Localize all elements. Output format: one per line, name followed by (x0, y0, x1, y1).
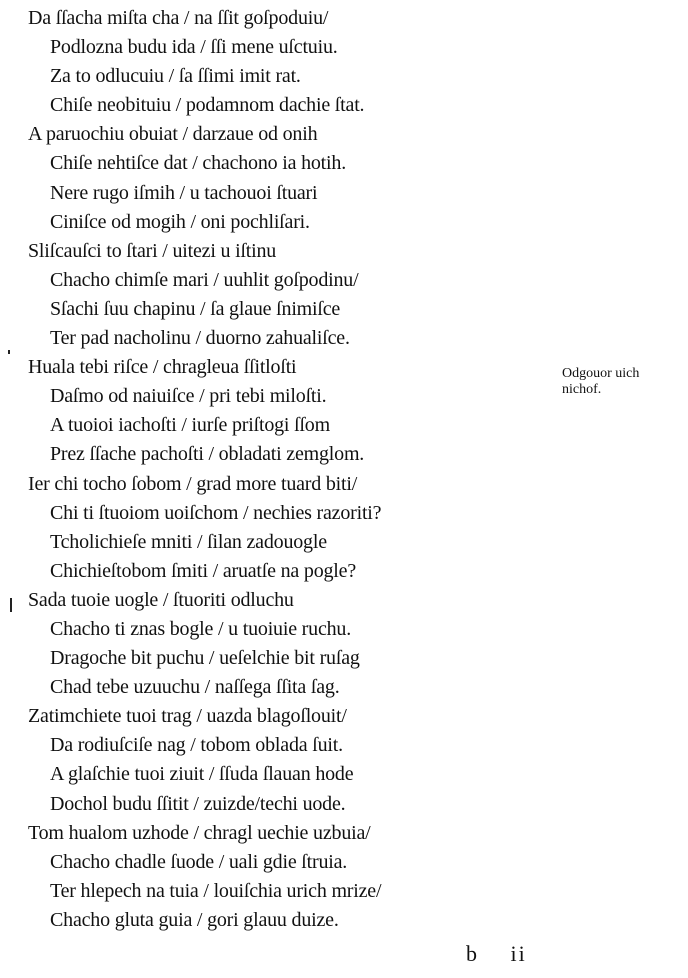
verse-line: A glaſchie tuoi ziuit / ſſuda ſlauan hode (50, 763, 354, 786)
verse-line: Chacho chimſe mari / uuhlit goſpodinu/ (50, 268, 359, 291)
verse-line: Tom hualom uzhode / chragl uechie uzbuia/ (28, 821, 371, 844)
verse-line: Za to odlucuiu / ſa ſſimi imit rat. (50, 65, 301, 88)
verse-line: Ter hlepech na tuia / louiſchia urich mrize/ (50, 879, 382, 902)
verse-line: Ter pad nacholinu / duorno zahualiſce. (50, 327, 350, 350)
verse-line: Podlozna budu ida / ſſi mene uſctuiu. (50, 36, 338, 59)
verse-line: Chiſe nehtiſce dat / chachono ia hotih. (50, 152, 346, 175)
verse-line: Nere rugo iſmih / u tachouoi ſtuari (50, 181, 318, 204)
signature-number: ii (510, 941, 527, 966)
verse-line: Prez ſſache pachoſti / obladati zemglom. (50, 443, 365, 466)
stray-mark (8, 350, 10, 354)
verse-line: Da rodiuſciſe nag / tobom oblada ſuit. (50, 734, 343, 757)
verse-line: Da ſſacha miſta cha / na ſſit goſpoduiu/ (28, 7, 329, 29)
verse-line: Ciniſce od mogih / oni pochliſari. (50, 210, 310, 233)
verse-line: Tcholichieſe mniti / ſilan zadouogle (50, 530, 327, 553)
verse-line: Chi ti ſtuoiom uoiſchom / nechies razoriti? (50, 501, 382, 524)
marginal-note-line: Odgouor uich (562, 366, 640, 381)
poem-text (28, 4, 528, 935)
verse-line: Sada tuoie uogle / ſtuoriti odluchu (28, 588, 294, 611)
verse-line: Daſmo od naiuiſce / pri tebi miloſti. (50, 385, 327, 408)
verse-line: Chacho chadle ſuode / uali gdie ſtruia. (50, 850, 348, 873)
verse-line: A tuoioi iachoſti / iurſe priſtogi ſſom (50, 414, 330, 437)
verse-line: A paruochiu obuiat / darzaue od onih (28, 123, 318, 146)
verse-line: Chacho gluta guia / gori glauu duize. (50, 908, 339, 931)
marginal-note-line: nichof. (562, 382, 602, 397)
verse-line: Sſachi ſuu chapinu / ſa glaue ſnimiſce (50, 297, 341, 320)
verse-line: Chichieſtobom ſmiti / aruatſe na pogle? (50, 559, 357, 582)
stray-mark (10, 598, 12, 612)
marginal-note (562, 366, 687, 398)
verse-line: Chad tebe uzuuchu / naſſega ſſita ſag. (50, 676, 340, 699)
signature-letter: b (466, 941, 479, 966)
verse-line: Huala tebi riſce / chragleua ſſitloſti (28, 356, 297, 379)
verse-line: Dochol budu ſſitit / zuizde/techi uode. (50, 792, 346, 815)
verse-line: Dragoche bit puchu / ueſelchie bit ruſag (50, 647, 360, 670)
verse-line: Zatimchiete tuoi trag / uazda blagoſlouit/ (28, 705, 347, 728)
verse-line: Ier chi tocho ſobom / grad more tuard biti/ (28, 472, 358, 495)
verse-line: Sliſcauſci to ſtari / uitezi u iſtinu (28, 239, 277, 262)
verse-line: Chacho ti znas bogle / u tuoiuie ruchu. (50, 617, 352, 640)
verse-line: Chiſe neobituiu / podamnom dachie ſtat. (50, 94, 365, 117)
signature-mark (466, 941, 527, 967)
